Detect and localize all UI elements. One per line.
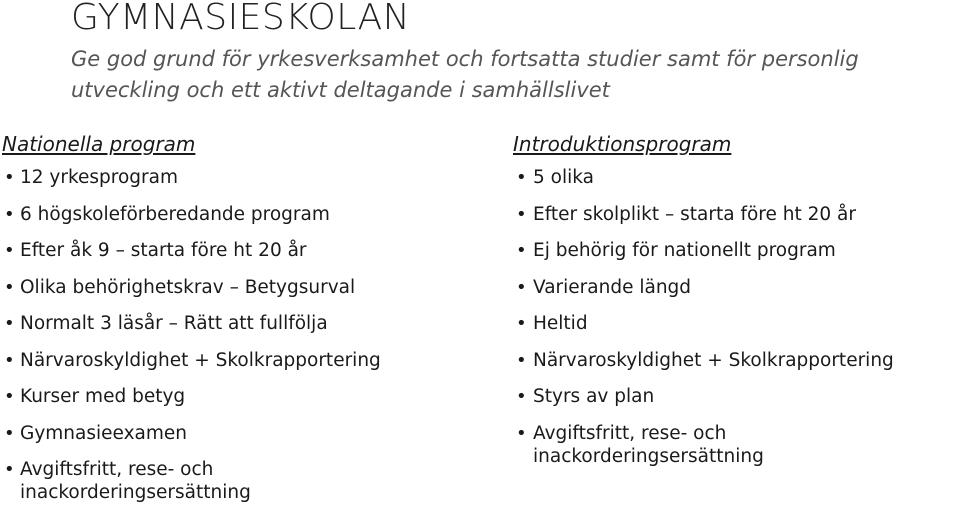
- list-item-text: Avgiftsfritt, rese- och inackorderingsersättning: [533, 422, 764, 467]
- bullet-icon: •: [4, 240, 15, 261]
- nationella-program-heading: Nationella program: [2, 132, 196, 156]
- list-item: [2, 239, 472, 262]
- nationella-program-column: [2, 130, 472, 518]
- list-item: [513, 239, 957, 262]
- list-item-text: 12 yrkesprogram: [20, 167, 179, 188]
- bullet-icon: •: [516, 386, 527, 407]
- bullet-icon: •: [4, 459, 15, 480]
- list-item: [2, 203, 472, 226]
- page-subtitle: Ge god grund för yrkesverksamhet och fortsatta studier samt för personlig utveckling och ett aktivt deltagande i samhällslivet: [71, 47, 859, 102]
- list-item-text: Närvaroskyldighet + Skolkrapportering: [20, 349, 381, 371]
- list-item-text: Styrs av plan: [533, 386, 655, 407]
- list-item-text: Kurser med betyg: [20, 386, 186, 407]
- bullet-icon: •: [4, 386, 15, 407]
- list-item-text: Efter skolplikt – starta före ht 20 år: [533, 203, 856, 225]
- list-item: [513, 203, 957, 226]
- list-item-text: 5 olika: [533, 167, 594, 188]
- bullet-icon: •: [516, 203, 527, 225]
- list-item-text: Närvaroskyldighet + Skolkrapportering: [533, 349, 894, 371]
- list-item: [513, 166, 957, 189]
- introduktionsprogram-heading: Introduktionsprogram: [513, 132, 732, 156]
- list-item: [2, 276, 472, 299]
- bullet-icon: •: [516, 349, 527, 371]
- introduktionsprogram-column: [513, 130, 957, 481]
- bullet-icon: •: [4, 422, 15, 444]
- list-item: [513, 349, 957, 372]
- page-title: GYMNASIESKOLAN: [71, 0, 411, 38]
- bullet-icon: •: [516, 313, 527, 334]
- bullet-icon: •: [4, 276, 15, 298]
- list-item: [2, 312, 472, 335]
- bullet-icon: •: [516, 240, 527, 261]
- list-item-text: Heltid: [533, 313, 588, 334]
- list-item-text: Avgiftsfritt, rese- och inackorderingsersättning: [20, 459, 251, 503]
- list-item-text: Varierande längd: [533, 276, 692, 298]
- bullet-icon: •: [4, 349, 15, 371]
- bullet-icon: •: [516, 276, 527, 298]
- list-item: [513, 276, 957, 299]
- bullet-icon: •: [516, 167, 527, 188]
- list-item: [2, 458, 340, 504]
- list-item-text: Olika behörighetskrav – Betygsurval: [20, 276, 356, 298]
- introduktionsprogram-list: [513, 166, 957, 468]
- list-item: [513, 422, 853, 468]
- list-item-text: Normalt 3 läsår – Rätt att fullfölja: [20, 313, 328, 334]
- list-item-text: 6 högskoleförberedande program: [20, 203, 330, 225]
- bullet-icon: •: [4, 313, 15, 334]
- list-item: [2, 385, 472, 408]
- list-item: [513, 312, 957, 335]
- bullet-icon: •: [516, 422, 527, 444]
- bullet-icon: •: [4, 167, 15, 188]
- list-item: [513, 385, 957, 408]
- list-item: [2, 166, 472, 189]
- bullet-icon: •: [4, 203, 15, 225]
- list-item: [2, 349, 472, 372]
- list-item: [2, 422, 472, 445]
- nationella-program-list: [2, 166, 472, 504]
- list-item-text: Gymnasieexamen: [20, 422, 187, 444]
- list-item-text: Ej behörig för nationellt program: [533, 240, 836, 261]
- list-item-text: Efter åk 9 – starta före ht 20 år: [20, 240, 307, 261]
